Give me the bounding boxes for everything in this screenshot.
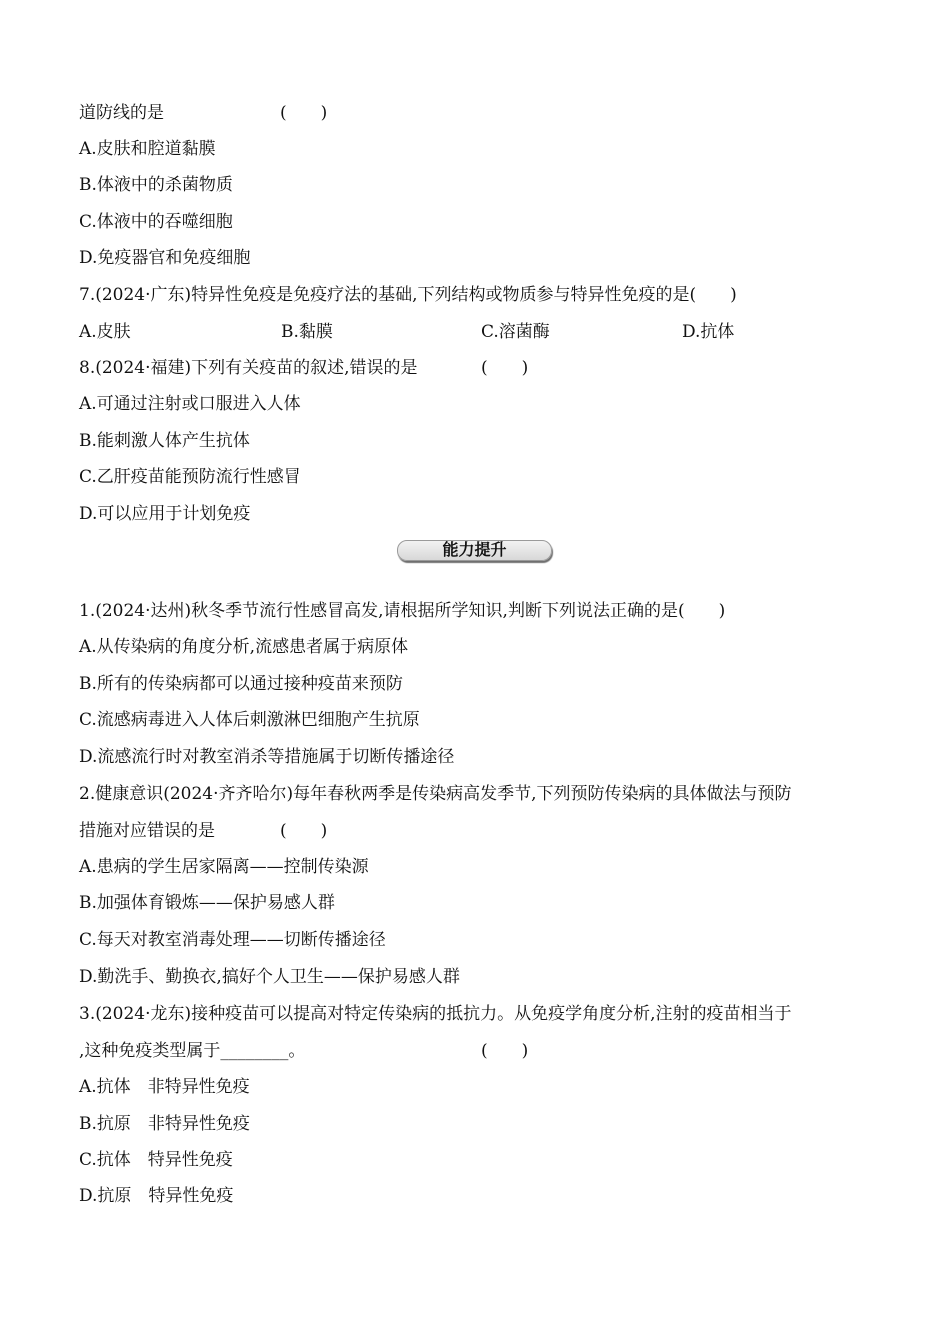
p2-q2-option-b: B.加强体育锻炼——保护易感人群 (79, 893, 335, 913)
p2-q3-option-d: D.抗原 特异性免疫 (79, 1186, 234, 1206)
p2-q3-stem-line1: 3.(2024·龙东)接种疫苗可以提高对特定传染病的抵抗力。从免疫学角度分析,注射的疫苗相当于 (79, 1004, 792, 1024)
q6-stem-tail: 道防线的是 (79, 103, 164, 123)
p2-q2-option-d: D.勤洗手、勤换衣,搞好个人卫生——保护易感人群 (79, 967, 460, 987)
q7-option-b: B.黏膜 (281, 322, 333, 342)
p2-q2-stem-line1: 2.健康意识(2024·齐齐哈尔)每年春秋两季是传染病高发季节,下列预防传染病的具体做法与预防 (79, 784, 792, 804)
p2-q2-answer-blank: ( ) (280, 821, 328, 841)
p2-q3-answer-blank: ( ) (481, 1041, 529, 1061)
p2-q1-option-c: C.流感病毒进入人体后刺激淋巴细胞产生抗原 (79, 710, 420, 730)
q7-option-c: C.溶菌酶 (481, 322, 550, 342)
q6-option-b: B.体液中的杀菌物质 (79, 175, 233, 195)
p2-q3-option-c: C.抗体 特异性免疫 (79, 1150, 233, 1170)
p2-q1-option-d: D.流感流行时对教室消杀等措施属于切断传播途径 (79, 747, 455, 767)
p2-q1-option-a: A.从传染病的角度分析,流感患者属于病原体 (79, 637, 409, 657)
p2-q3-stem-line2: ,这种免疫类型属于________。 (79, 1041, 306, 1061)
p2-q1-stem: 1.(2024·达州)秋冬季节流行性感冒高发,请根据所学知识,判断下列说法正确的是( ) (79, 601, 726, 621)
q8-stem: 8.(2024·福建)下列有关疫苗的叙述,错误的是 (79, 358, 418, 378)
q8-option-d: D.可以应用于计划免疫 (79, 504, 251, 524)
p2-q1-option-b: B.所有的传染病都可以通过接种疫苗来预防 (79, 674, 403, 694)
p2-q3-option-a: A.抗体 非特异性免疫 (79, 1077, 250, 1097)
section-title: 能力提升 (442, 540, 507, 559)
section-banner (397, 540, 552, 564)
q6-option-c: C.体液中的吞噬细胞 (79, 212, 233, 232)
p2-q2-stem-line2: 措施对应错误的是 (79, 821, 215, 841)
q8-option-c: C.乙肝疫苗能预防流行性感冒 (79, 467, 301, 487)
p2-q2-option-a: A.患病的学生居家隔离——控制传染源 (79, 857, 369, 877)
p2-q2-option-c: C.每天对教室消毒处理——切断传播途径 (79, 930, 386, 950)
p2-q3-option-b: B.抗原 非特异性免疫 (79, 1114, 250, 1134)
q8-option-b: B.能刺激人体产生抗体 (79, 431, 250, 451)
q6-option-a: A.皮肤和腔道黏膜 (79, 139, 216, 159)
q7-option-a: A.皮肤 (79, 322, 131, 342)
q6-option-d: D.免疫器官和免疫细胞 (79, 248, 251, 268)
q7-stem: 7.(2024·广东)特异性免疫是免疫疗法的基础,下列结构或物质参与特异性免疫的是( ) (79, 285, 737, 305)
q8-answer-blank: ( ) (481, 358, 529, 378)
q7-option-d: D.抗体 (682, 322, 735, 342)
q6-answer-blank: ( ) (280, 103, 328, 123)
q8-option-a: A.可通过注射或口服进入人体 (79, 394, 301, 414)
